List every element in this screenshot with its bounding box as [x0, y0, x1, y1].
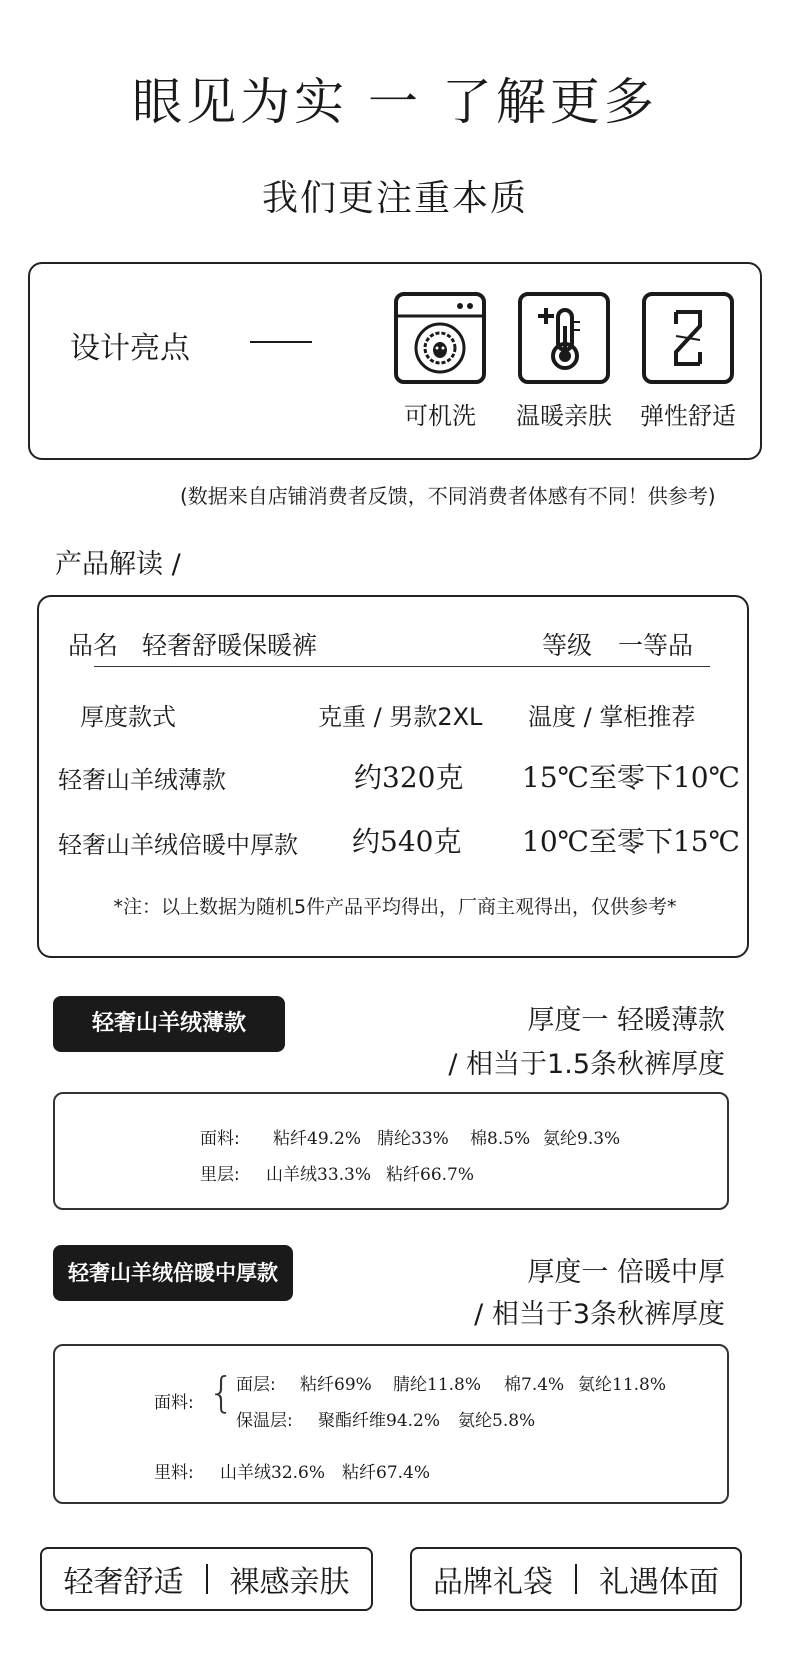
thick-variant-badge: 轻奢山羊绒倍暖中厚款 — [53, 1245, 293, 1301]
washing-machine-icon — [394, 292, 486, 384]
disclaimer-text: (数据来自店铺消费者反馈，不同消费者体感有不同！供参考) — [180, 484, 716, 508]
design-label: 设计亮点 — [70, 331, 190, 366]
feature-label: 弹性舒适 — [640, 402, 736, 430]
grade-label: 等级 — [542, 631, 593, 660]
footer-text: 品牌礼袋 — [433, 1565, 553, 1600]
row-weight: 约540克 — [352, 825, 462, 858]
row-weight: 约320克 — [354, 761, 464, 794]
fabric-label: 面料: — [200, 1129, 240, 1149]
thick-thickness-line: 厚度一 倍暖中厚 — [527, 1257, 725, 1288]
product-note: *注：以上数据为随机5件产品平均得出，厂商主观得出，仅供参考* — [113, 896, 677, 918]
fabric-item: 粘纤49.2% — [273, 1129, 362, 1149]
lining-item: 粘纤66.7% — [386, 1165, 475, 1185]
warm-layer-label: 保温层: — [236, 1411, 293, 1431]
lining-label: 里料: — [154, 1463, 194, 1483]
thick-equivalent-line: / 相当于3条秋裤厚度 — [474, 1299, 725, 1330]
footer-text: 礼遇体面 — [599, 1565, 719, 1600]
separator — [575, 1564, 577, 1594]
thin-variant-badge: 轻奢山羊绒薄款 — [53, 996, 285, 1052]
thermometer-icon — [518, 292, 610, 384]
section-title: 产品解读 / — [55, 549, 181, 580]
lining-item: 粘纤67.4% — [342, 1463, 431, 1483]
feature-warm-skin — [499, 292, 629, 431]
fabric-item: 棉8.5% — [470, 1129, 531, 1149]
feature-label: 温暖亲肤 — [516, 402, 612, 430]
fabric-label: 面料: — [154, 1393, 194, 1413]
page-title: 眼见为实 一 了解更多 — [132, 73, 658, 131]
surface-item: 粘纤69% — [300, 1375, 372, 1395]
header-temp: 温度 / 掌柜推荐 — [528, 703, 696, 731]
feature-elastic-comfort — [623, 292, 753, 431]
header-weight: 克重 / 男款2XL — [318, 703, 483, 731]
footer-comfort-box — [40, 1547, 373, 1611]
surface-item: 氨纶11.8% — [578, 1375, 667, 1395]
brace-icon: { — [208, 1368, 235, 1417]
warm-layer-item: 聚酯纤维94.2% — [318, 1411, 441, 1431]
surface-item: 棉7.4% — [504, 1375, 565, 1395]
fabric-item: 氨纶9.3% — [543, 1129, 621, 1149]
feature-machine-washable — [375, 292, 505, 431]
separator — [206, 1564, 208, 1594]
row-style: 轻奢山羊绒薄款 — [58, 766, 226, 794]
page-subtitle: 我们更注重本质 — [261, 178, 528, 219]
feature-label: 可机洗 — [404, 402, 476, 430]
thin-equivalent-line: / 相当于1.5条秋裤厚度 — [448, 1049, 725, 1080]
product-name-value: 轻奢舒暖保暖裤 — [142, 631, 318, 660]
elastic-icon — [642, 292, 734, 384]
footer-text: 裸感亲肤 — [229, 1565, 350, 1600]
row-style: 轻奢山羊绒倍暖中厚款 — [58, 831, 298, 859]
warm-layer-item: 氨纶5.8% — [458, 1411, 536, 1431]
surface-label: 面层: — [236, 1375, 276, 1395]
thin-thickness-line: 厚度一 轻暖薄款 — [527, 1005, 725, 1036]
divider-dash — [250, 341, 312, 343]
row-temp: 15℃至零下10℃ — [522, 761, 740, 794]
lining-item: 山羊绒32.6% — [220, 1463, 326, 1483]
fabric-item: 腈纶33% — [377, 1129, 449, 1149]
divider-line — [94, 666, 710, 667]
footer-text: 轻奢舒适 — [63, 1565, 184, 1600]
header-style: 厚度款式 — [80, 703, 176, 731]
row-temp: 10℃至零下15℃ — [522, 825, 740, 858]
thin-material-panel — [53, 1092, 729, 1210]
surface-item: 腈纶11.8% — [393, 1375, 482, 1395]
footer-gift-box — [410, 1547, 742, 1611]
product-name-label: 品名 — [68, 631, 119, 660]
grade-value: 一等品 — [618, 631, 694, 660]
lining-label: 里层: — [200, 1165, 240, 1185]
lining-item: 山羊绒33.3% — [266, 1165, 372, 1185]
